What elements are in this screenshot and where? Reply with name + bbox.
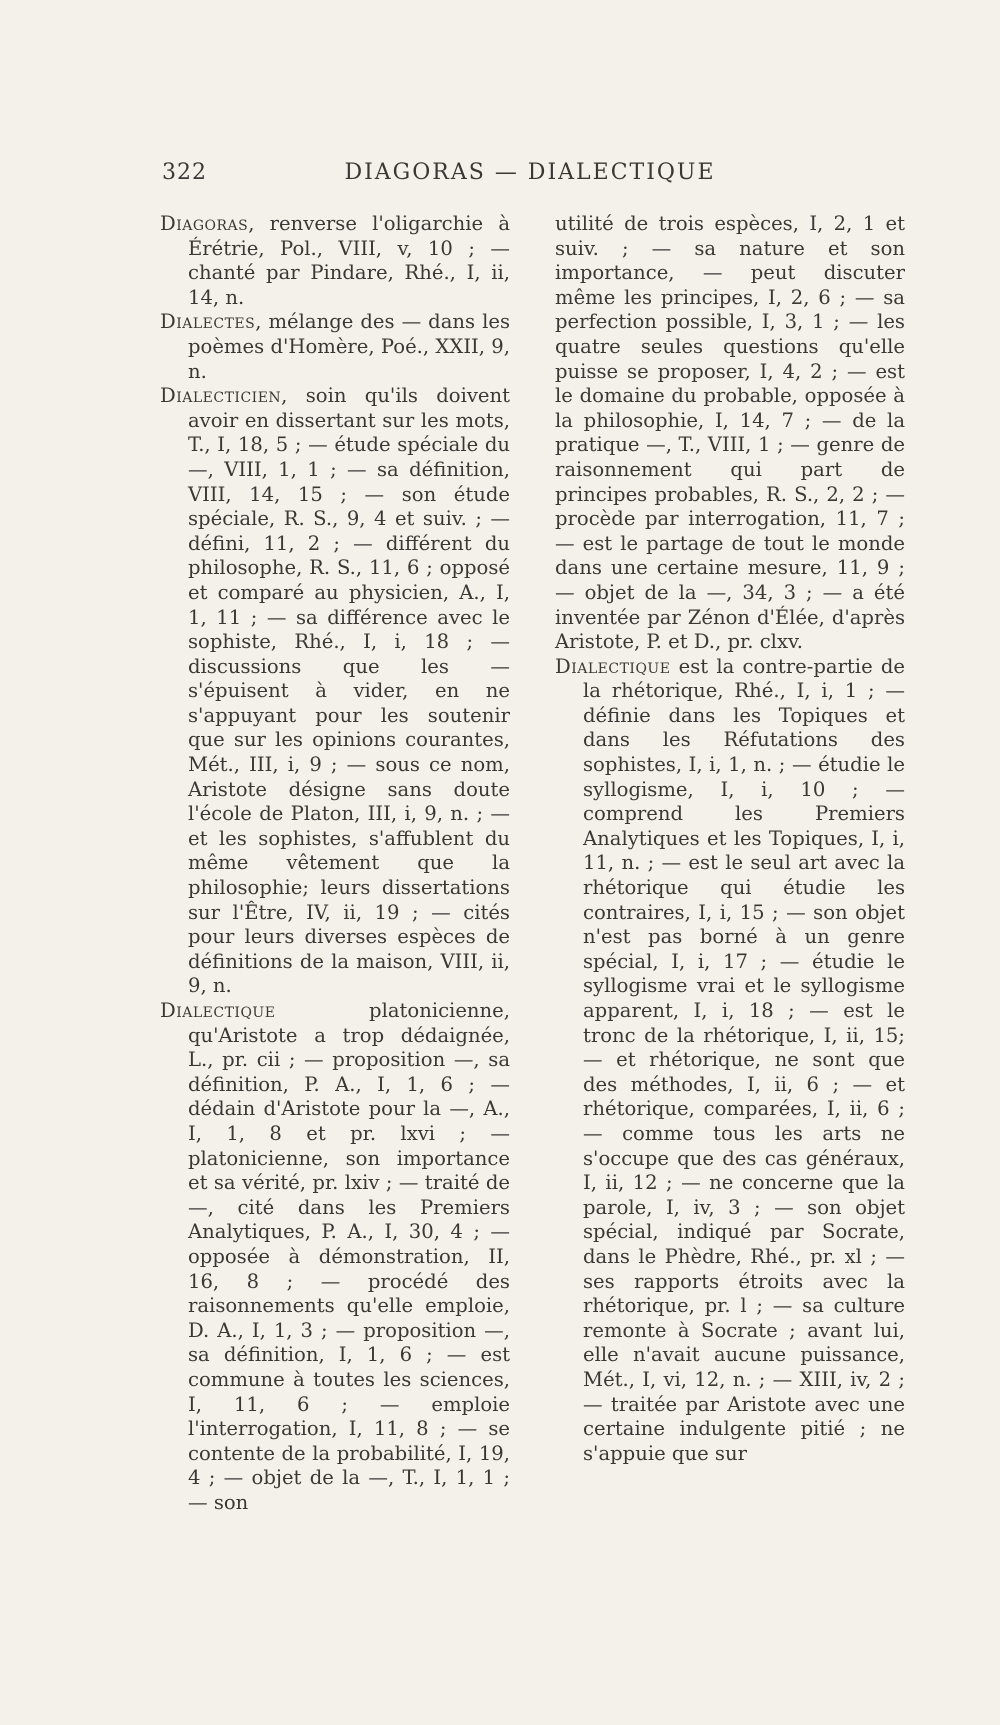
entry-text: utilité de trois espèces, I, 2, 1 et suiv. ; — sa nature et son importance, — peut discuter même les principes, I, 2, 6 ; — sa perfection possible, I, 3, 1 ; — les quatre seules questions qu'elle puisse se proposer, I, 4, 2 ; — est le domaine du probable, opposée à la philosophie, I, 14, 7 ; — de la pratique —, T., VIII, 1 ; — genre de raisonnement qui part de principes probables, R. S., 2, 2 ; — procède par interrogation, 11, 7 ; — est le partage de tout le monde dans une certaine mesure, 11, 9 ; — objet de la —, 34, 3 ; — a été inventée par Zénon d'Élée, d'après Aristote, P. et D., pr. clxv. <box>555 212 905 654</box>
page-number: 322 <box>162 160 207 185</box>
entry-text: , soin qu'ils doivent avoir en dissertant sur les mots, T., I, 18, 5 ; — étude spéciale du —, VIII, 1, 1 ; — sa définition, VIII, 14, 15 ; — son étude spéciale, R. S., 9, 4 et suiv. ; — défini, 11, 2 ; — différent du philosophe, R. S., 11, 6 ; opposé et comparé au physicien, A., I, 1, 11 ; — sa différence avec le sophiste, Rhé., I, i, 18 ; — discussions que les — s'épuisent à vider, en ne s'appuyant pour les soutenir que sur les opinions courantes, Mét., III, i, 9 ; — sous ce nom, Aristote désigne sans doute l'école de Platon, III, i, 9, n. ; — et les sophistes, s'affublent du même vêtement que la philosophie; leurs dissertations sur l'Être, IV, ii, 19 ; — cités pour leurs diverses espèces de définitions de la maison, VIII, ii, 9, n. <box>188 384 510 998</box>
entry-text: platonicienne, qu'Aristote a trop dédaignée, L., pr. cii ; — proposition —, sa définition, P. A., I, 1, 6 ; — dédain d'Aristote pour la —, A., I, 1, 8 et pr. lxvi ; — platonicienne, son importance et sa vérité, pr. lxiv ; — traité de —, cité dans les Premiers Analytiques, P. A., I, 30, 4 ; — opposée à démonstration, II, 16, 8 ; — procédé des raisonnements qu'elle emploie, D. A., I, 1, 3 ; — proposition —, sa définition, I, 1, 6 ; — est commune à toutes les sciences, I, 11, 6 ; — emploie l'interrogation, I, 11, 8 ; — se contente de la probabilité, I, 19, 4 ; — objet de la —, T., I, 1, 1 ; — son <box>188 999 510 1514</box>
page-header <box>160 160 900 190</box>
index-entry <box>555 212 905 655</box>
running-head: DIAGORAS — DIALECTIQUE <box>344 160 716 185</box>
entry-headword: Dialectique <box>555 654 671 678</box>
index-entry <box>555 655 905 1467</box>
entry-text: , mélange des — dans les poèmes d'Homère, Poé., XXII, 9, n. <box>188 310 510 383</box>
left-column <box>160 212 510 1515</box>
entry-headword: Diagoras <box>160 212 249 235</box>
index-entry <box>160 384 510 999</box>
entry-headword: Dialectique <box>160 999 276 1022</box>
right-column <box>555 212 905 1466</box>
entry-text: est la contre-partie de la rhétorique, Rhé., I, i, 1 ; — définie dans les Topiques et dans les Réfutations des sophistes, I, i, 1, n. ; — étudie le syllogisme, I, i, 10 ; — comprend les Premiers Analytiques et les Topiques, I, i, 11, n. ; — est le seul art avec la rhétorique qui étudie les contraires, I, i, 15 ; — son objet n'est pas borné à un genre spécial, I, i, 17 ; — étudie le syllogisme vrai et le syllogisme apparent, I, i, 18 ; — est le tronc de la rhétorique, I, ii, 15; — et rhétorique, ne sont que des méthodes, I, ii, 6 ; — et rhétorique, comparées, I, ii, 6 ; — comme tous les arts ne s'occupe que des cas généraux, I, ii, 12 ; — ne concerne que la parole, I, iv, 3 ; — son objet spécial, indiqué par Socrate, dans le Phèdre, Rhé., pr. xl ; — ses rapports étroits avec la rhétorique, pr. l ; — sa culture remonte à Socrate ; avant lui, elle n'avait aucune puissance, Mét., I, vi, 12, n. ; — XIII, iv, 2 ; — traitée par Aristote avec une certaine indulgente pitié ; ne s'appuie que sur <box>583 654 905 1465</box>
entry-headword: Dialecticien <box>160 384 282 408</box>
entry-text: , renverse l'oligarchie à Érétrie, Pol., VIII, v, 10 ; — chanté par Pindare, Rhé., I, ii, 14, n. <box>188 212 510 309</box>
entry-headword: Dialectes <box>160 310 256 334</box>
index-entry <box>160 999 510 1515</box>
index-entry <box>160 212 510 310</box>
index-entry <box>160 310 510 384</box>
